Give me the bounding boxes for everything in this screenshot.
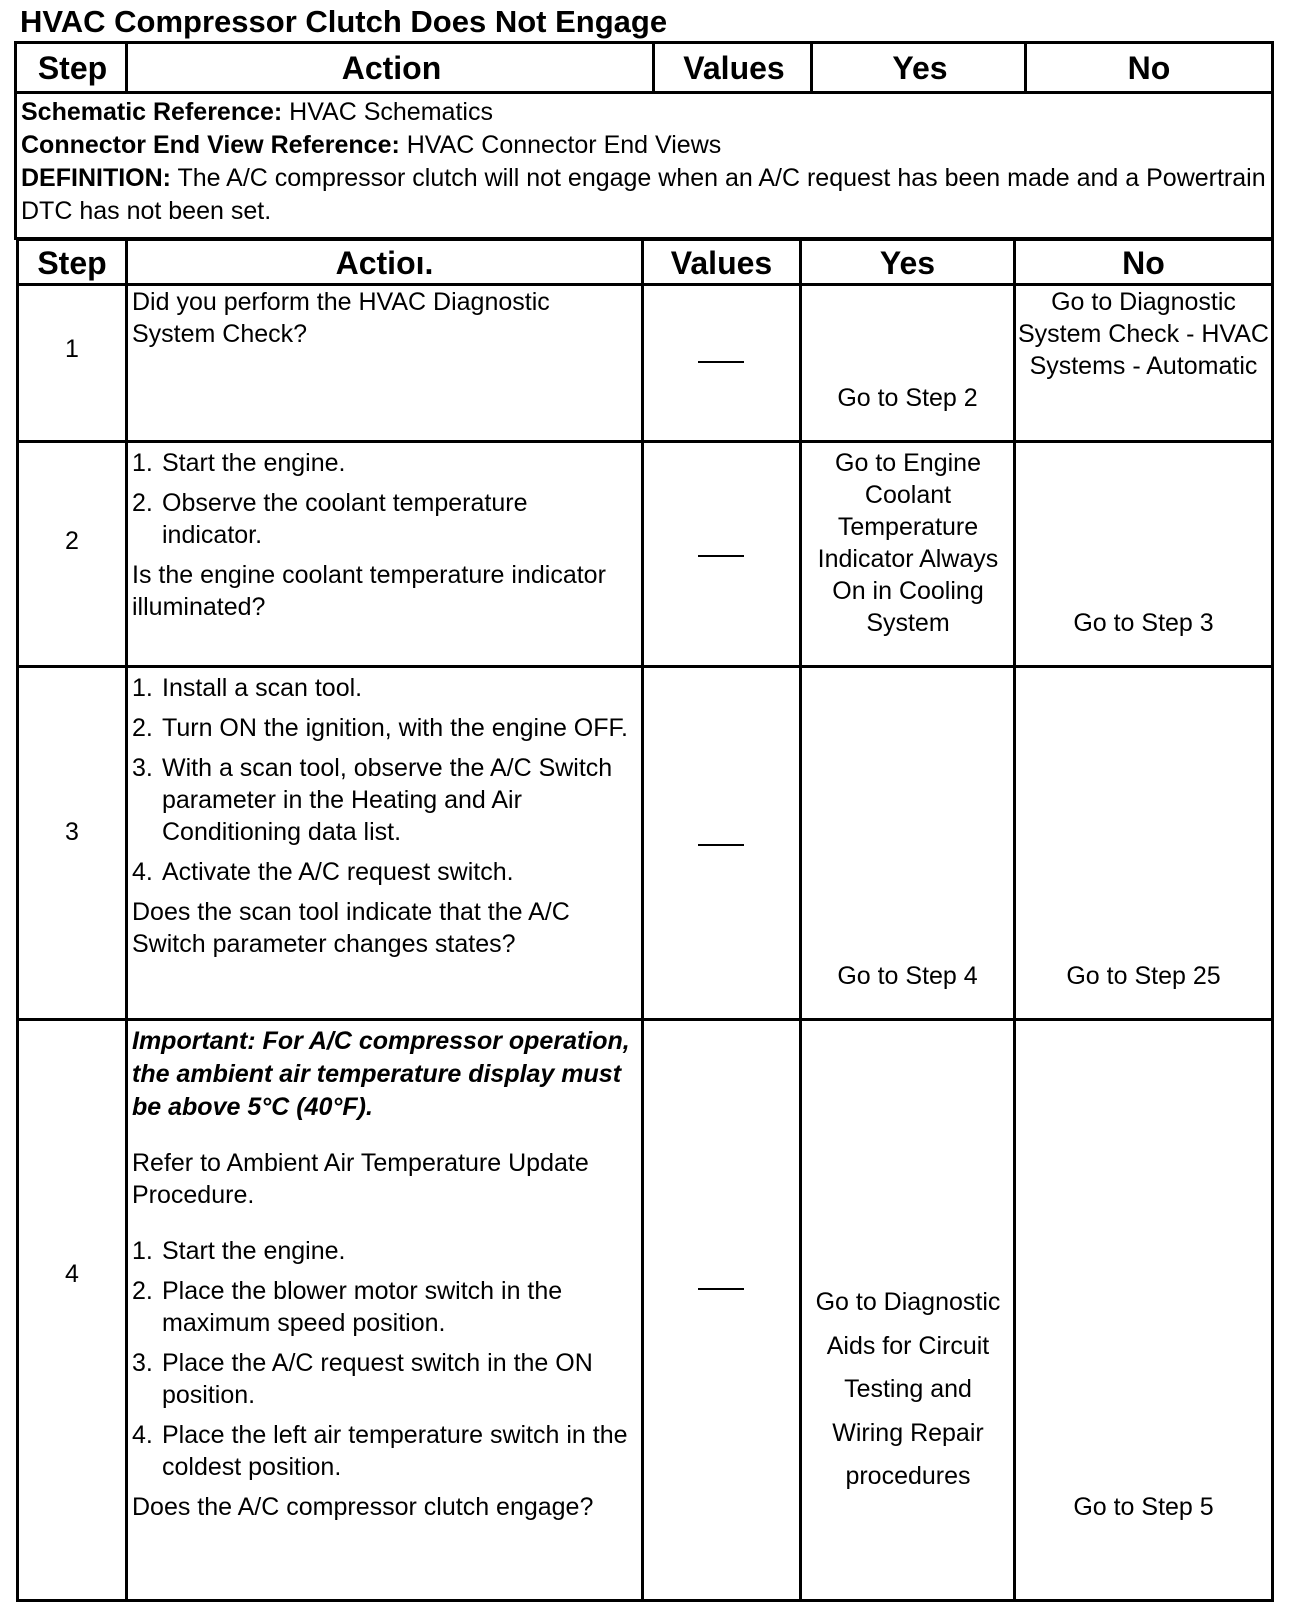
action-item: 4. Place the left air temperature switch in the coldest position. <box>132 1421 628 1481</box>
yes-result: Go to Step 2 <box>837 384 978 412</box>
action-question: Does the scan tool indicate that the A/C Switch parameter changes states? <box>132 898 570 958</box>
page-title: HVAC Compressor Clutch Does Not Engage <box>20 4 668 39</box>
reference-block <box>21 96 1267 228</box>
header-yes: Yes <box>892 49 948 86</box>
value-dash <box>698 361 744 363</box>
connector-label: Connector End View Reference: <box>21 131 400 159</box>
action-question: Is the engine coolant temperature indicator illuminated? <box>132 561 606 621</box>
action-item: 1. Start the engine. <box>132 1237 346 1265</box>
schematic-value: HVAC Schematics <box>282 98 493 126</box>
header-step: Step <box>37 49 108 86</box>
action-block <box>132 447 632 623</box>
table-header-values: Values <box>670 244 773 281</box>
refer-note: Refer to Ambient Air Temperature Update Procedure. <box>132 1149 589 1209</box>
value-dash <box>698 844 744 846</box>
action-item: 2. Place the blower motor switch in the maximum speed position. <box>132 1277 563 1337</box>
table-header-no: No <box>1122 244 1165 281</box>
action-item: 3. Place the A/C request switch in the ON position. <box>132 1349 593 1409</box>
action-item: 4. Activate the A/C request switch. <box>132 858 514 886</box>
action-block <box>132 672 637 960</box>
action-item: 3. With a scan tool, observe the A/C Switch parameter in the Heating and Air Conditioning data list. <box>132 754 613 846</box>
table-header-step: Step <box>37 244 107 281</box>
action-text: Did you perform the HVAC Diagnostic System Check? <box>132 288 550 348</box>
yes-result: Go to Diagnostic Aids for Circuit Testing and Wiring Repair procedures <box>815 1288 1001 1490</box>
value-dash <box>698 555 744 557</box>
step-number: 1 <box>65 335 79 363</box>
action-item: 2. Observe the coolant temperature indicator. <box>132 489 528 549</box>
step-number: 2 <box>65 527 79 555</box>
yes-result: Go to Step 4 <box>837 962 978 990</box>
schematic-label: Schematic Reference: <box>21 98 283 126</box>
step-number: 3 <box>65 818 79 846</box>
header-values: Values <box>683 49 785 86</box>
action-item: 1. Install a scan tool. <box>132 674 363 702</box>
header-no: No <box>1127 49 1171 86</box>
action-question: Does the A/C compressor clutch engage? <box>132 1493 594 1521</box>
step-number: 4 <box>65 1260 79 1288</box>
no-result: Go to Step 25 <box>1066 962 1221 990</box>
no-result: Go to Step 3 <box>1073 609 1214 637</box>
table-header-action: Actioı. <box>335 244 434 281</box>
action-block <box>132 1025 637 1523</box>
yes-result: Go to Engine Coolant Temperature Indicator Always On in Cooling System <box>817 449 999 637</box>
important-note: Important: For A/C compressor operation, the ambient air temperature display must be above 5°C (40°F). <box>132 1027 630 1121</box>
no-result: Go to Diagnostic System Check - HVAC Systems - Automatic <box>1018 288 1269 380</box>
connector-value: HVAC Connector End Views <box>399 131 722 159</box>
definition-value: The A/C compressor clutch will not engage when an A/C request has been made and a Powertrain DTC has not been set. <box>21 164 1266 225</box>
diagnostic-table <box>16 238 1274 1602</box>
action-item: 1. Start the engine. <box>132 449 346 477</box>
definition-label: DEFINITION: <box>21 164 171 192</box>
header-reference-box <box>14 41 1274 240</box>
no-result: Go to Step 5 <box>1073 1493 1214 1521</box>
value-dash <box>698 1288 744 1290</box>
table-header-yes: Yes <box>879 244 936 281</box>
action-item: 2. Turn ON the ignition, with the engine OFF. <box>132 714 628 742</box>
header-action: Action <box>341 49 442 86</box>
